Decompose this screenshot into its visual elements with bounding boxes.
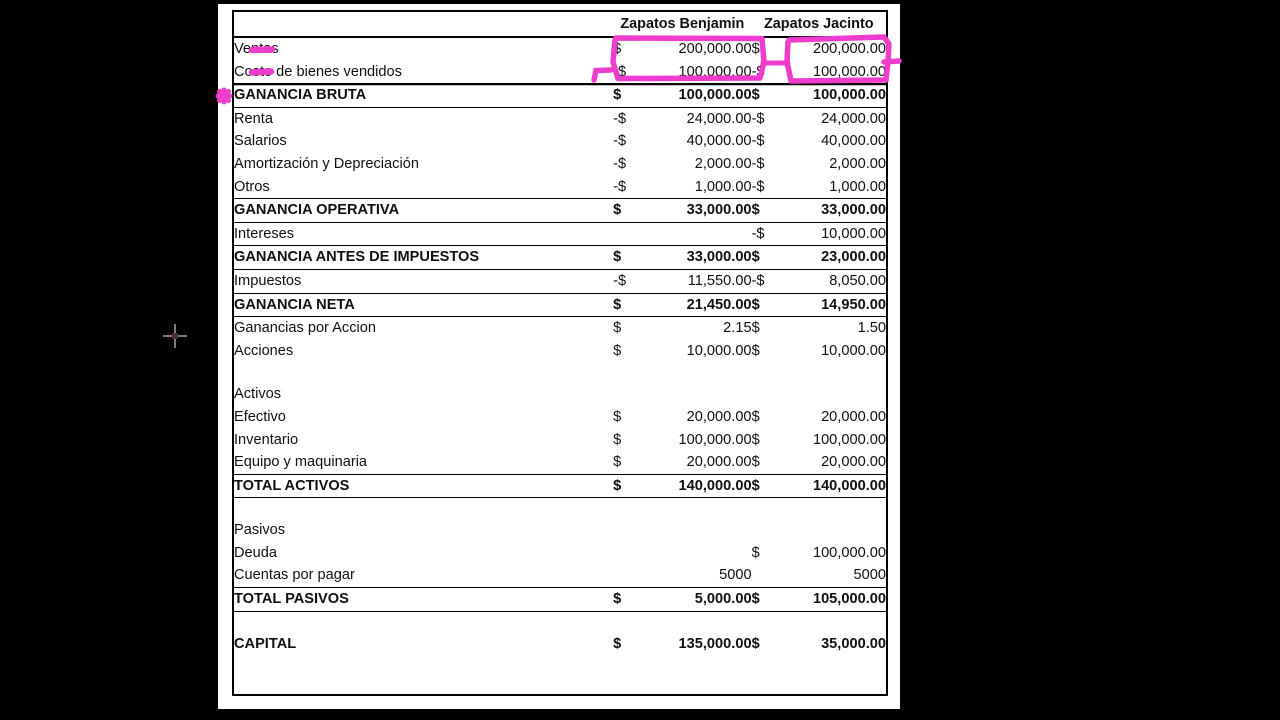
table-row — [234, 564, 886, 587]
table-row — [234, 246, 886, 270]
currency-symbol-benjamin — [613, 498, 639, 520]
currency-symbol-jacinto: -$ — [751, 133, 765, 150]
table-row — [234, 406, 886, 429]
currency-symbol-jacinto: $ — [751, 41, 760, 57]
currency-symbol-jacinto — [752, 564, 778, 587]
currency-symbol-jacinto: $ — [751, 454, 760, 471]
value-jacinto: 35,000.00 — [821, 635, 886, 652]
currency-symbol-benjamin: -$ — [613, 133, 627, 150]
row-label: GANANCIA BRUTA — [234, 84, 613, 108]
currency-symbol-benjamin: -$ — [613, 63, 627, 80]
value-benjamin: 2.15 — [723, 320, 752, 337]
value-jacinto: 2,000.00 — [829, 155, 886, 172]
row-label: Intereses — [234, 225, 295, 242]
value-benjamin: 100,000.00 — [678, 63, 752, 80]
row-label — [234, 498, 613, 520]
value-jacinto: 24,000.00 — [821, 110, 886, 127]
currency-symbol-jacinto: $ — [752, 293, 778, 317]
table-row — [234, 222, 886, 246]
table-row — [234, 61, 886, 84]
statement-rows — [234, 37, 886, 655]
row-label — [234, 611, 613, 633]
currency-symbol-benjamin: $ — [613, 431, 622, 448]
currency-symbol-jacinto: $ — [752, 84, 778, 108]
currency-symbol-jacinto: -$ — [751, 178, 765, 195]
currency-symbol-jacinto — [752, 498, 778, 520]
spacer-row — [234, 611, 886, 633]
statement-grid — [234, 12, 886, 655]
value-jacinto — [778, 611, 886, 633]
value-benjamin: 1,000.00 — [694, 178, 752, 195]
value-benjamin: 5000 — [719, 567, 752, 584]
row-label: GANANCIA OPERATIVA — [234, 199, 613, 223]
currency-symbol-benjamin: -$ — [613, 272, 627, 289]
currency-symbol-benjamin: $ — [613, 408, 622, 425]
value-benjamin — [639, 362, 751, 383]
currency-symbol-benjamin: $ — [613, 454, 622, 471]
row-label: Deuda — [234, 544, 278, 561]
value-jacinto: 1.50 — [857, 320, 886, 337]
currency-symbol-benjamin — [613, 542, 639, 565]
currency-symbol-benjamin: $ — [613, 246, 639, 270]
currency-symbol-benjamin — [613, 519, 639, 542]
table-row — [234, 37, 886, 61]
currency-symbol-jacinto: -$ — [751, 110, 765, 127]
value-jacinto: 14,950.00 — [778, 293, 886, 317]
value-jacinto: 23,000.00 — [778, 246, 886, 270]
value-jacinto: 8,050.00 — [829, 272, 886, 289]
table-row — [234, 130, 886, 153]
value-benjamin — [639, 611, 751, 633]
currency-symbol-jacinto: $ — [752, 474, 778, 498]
value-benjamin: 40,000.00 — [686, 133, 752, 150]
spacer-row — [234, 362, 886, 383]
table-row — [234, 633, 886, 656]
table-row — [234, 176, 886, 199]
row-label: Activos — [234, 386, 282, 403]
currency-symbol-benjamin — [613, 611, 639, 633]
row-label: Renta — [234, 110, 273, 127]
financial-statement-table — [232, 10, 888, 696]
table-row — [234, 383, 886, 406]
row-label: Salarios — [234, 133, 287, 150]
currency-symbol-jacinto — [752, 383, 778, 406]
value-benjamin: 100,000.00 — [639, 84, 751, 108]
table-row — [234, 317, 886, 340]
value-benjamin — [639, 222, 751, 246]
currency-symbol-jacinto: $ — [752, 246, 778, 270]
currency-symbol-benjamin: $ — [613, 84, 639, 108]
currency-symbol-benjamin: $ — [613, 199, 639, 223]
row-label: Efectivo — [234, 408, 286, 425]
row-label: Otros — [234, 178, 270, 195]
table-row — [234, 519, 886, 542]
currency-symbol-benjamin — [613, 383, 639, 406]
value-jacinto: 5000 — [853, 567, 886, 584]
currency-symbol-jacinto: $ — [751, 544, 760, 561]
currency-symbol-jacinto — [752, 611, 778, 633]
value-benjamin: 100,000.00 — [678, 431, 752, 448]
row-label: Ganancias por Accion — [234, 320, 376, 337]
value-benjamin — [639, 383, 751, 406]
value-benjamin: 11,550.00 — [687, 272, 752, 289]
currency-symbol-benjamin — [613, 564, 639, 587]
table-row — [234, 542, 886, 565]
row-label: CAPITAL — [234, 635, 297, 652]
row-label: GANANCIA ANTES DE IMPUESTOS — [234, 246, 613, 270]
crosshair-center — [172, 333, 178, 339]
value-jacinto: 200,000.00 — [812, 41, 886, 57]
row-label: Ventas — [234, 41, 279, 57]
value-benjamin: 20,000.00 — [686, 408, 752, 425]
value-jacinto: 10,000.00 — [821, 342, 886, 359]
table-row — [234, 429, 886, 452]
table-row — [234, 107, 886, 130]
value-benjamin — [639, 519, 751, 542]
table-row — [234, 84, 886, 108]
value-jacinto: 33,000.00 — [778, 199, 886, 223]
currency-symbol-benjamin: $ — [613, 635, 622, 652]
row-label: Impuestos — [234, 272, 302, 289]
currency-symbol-jacinto: -$ — [751, 225, 765, 242]
currency-symbol-jacinto: $ — [751, 431, 760, 448]
currency-symbol-benjamin: $ — [613, 320, 622, 337]
row-label: GANANCIA NETA — [234, 293, 613, 317]
value-benjamin: 2,000.00 — [694, 155, 752, 172]
currency-symbol-jacinto: $ — [751, 635, 760, 652]
value-jacinto — [778, 362, 886, 383]
value-benjamin — [639, 542, 751, 565]
value-jacinto — [778, 498, 886, 520]
value-jacinto: 20,000.00 — [821, 408, 886, 425]
currency-symbol-jacinto — [752, 362, 778, 383]
currency-symbol-jacinto — [752, 519, 778, 542]
spacer-row — [234, 498, 886, 520]
row-label: Inventario — [234, 431, 299, 448]
row-label: TOTAL PASIVOS — [234, 588, 613, 612]
value-jacinto: 10,000.00 — [821, 225, 886, 242]
table-row — [234, 340, 886, 363]
row-label: Costo de bienes vendidos — [234, 63, 402, 80]
value-jacinto: 105,000.00 — [778, 588, 886, 612]
value-benjamin: 33,000.00 — [639, 246, 751, 270]
table-row — [234, 269, 886, 293]
column-header-jacinto: Zapatos Jacinto — [752, 12, 886, 37]
column-header-benjamin: Zapatos Benjamin — [613, 12, 751, 37]
currency-symbol-jacinto: -$ — [751, 272, 765, 289]
value-jacinto: 100,000.00 — [812, 63, 886, 80]
value-benjamin: 5,000.00 — [639, 588, 751, 612]
currency-symbol-benjamin: -$ — [613, 110, 627, 127]
currency-symbol-benjamin — [613, 362, 639, 383]
value-jacinto: 20,000.00 — [821, 454, 886, 471]
currency-symbol-jacinto: $ — [752, 588, 778, 612]
value-benjamin: 140,000.00 — [639, 474, 751, 498]
currency-symbol-benjamin — [613, 222, 639, 246]
currency-symbol-benjamin: $ — [613, 41, 622, 57]
currency-symbol-jacinto: -$ — [751, 155, 765, 172]
row-label: Acciones — [234, 342, 294, 359]
table-row — [234, 451, 886, 474]
value-benjamin: 200,000.00 — [678, 41, 752, 57]
currency-symbol-benjamin: $ — [613, 588, 639, 612]
value-jacinto: 1,000.00 — [829, 178, 886, 195]
row-label: Cuentas por pagar — [234, 567, 355, 584]
value-benjamin: 33,000.00 — [639, 199, 751, 223]
value-benjamin — [639, 498, 751, 520]
currency-symbol-benjamin: $ — [613, 342, 622, 359]
table-row — [234, 474, 886, 498]
value-benjamin: 24,000.00 — [686, 110, 752, 127]
currency-symbol-jacinto: $ — [751, 408, 760, 425]
currency-symbol-benjamin: $ — [613, 293, 639, 317]
value-jacinto: 100,000.00 — [812, 431, 886, 448]
header-label-cell — [234, 12, 613, 37]
cursor-crosshair — [163, 324, 187, 348]
currency-symbol-benjamin: -$ — [613, 178, 627, 195]
value-benjamin: 21,450.00 — [639, 293, 751, 317]
row-label: Equipo y maquinaria — [234, 454, 368, 471]
row-label: Amortización y Depreciación — [234, 155, 419, 172]
table-row — [234, 199, 886, 223]
table-row — [234, 153, 886, 176]
row-label: Pasivos — [234, 522, 286, 539]
table-row — [234, 293, 886, 317]
value-benjamin: 135,000.00 — [678, 635, 752, 652]
currency-symbol-jacinto: -$ — [751, 63, 765, 80]
value-jacinto: 100,000.00 — [812, 544, 886, 561]
value-jacinto — [778, 519, 886, 542]
row-label: TOTAL ACTIVOS — [234, 474, 613, 498]
row-label — [234, 362, 613, 383]
value-benjamin: 10,000.00 — [686, 342, 752, 359]
table-row — [234, 588, 886, 612]
currency-symbol-benjamin: $ — [613, 474, 639, 498]
table-header-row — [234, 12, 886, 37]
currency-symbol-jacinto: $ — [751, 320, 760, 337]
currency-symbol-jacinto: $ — [751, 342, 760, 359]
value-jacinto: 40,000.00 — [821, 133, 886, 150]
value-jacinto: 100,000.00 — [778, 84, 886, 108]
currency-symbol-jacinto: $ — [752, 199, 778, 223]
value-jacinto: 140,000.00 — [778, 474, 886, 498]
value-benjamin: 20,000.00 — [686, 454, 752, 471]
currency-symbol-benjamin: -$ — [613, 155, 627, 172]
value-jacinto — [778, 383, 886, 406]
